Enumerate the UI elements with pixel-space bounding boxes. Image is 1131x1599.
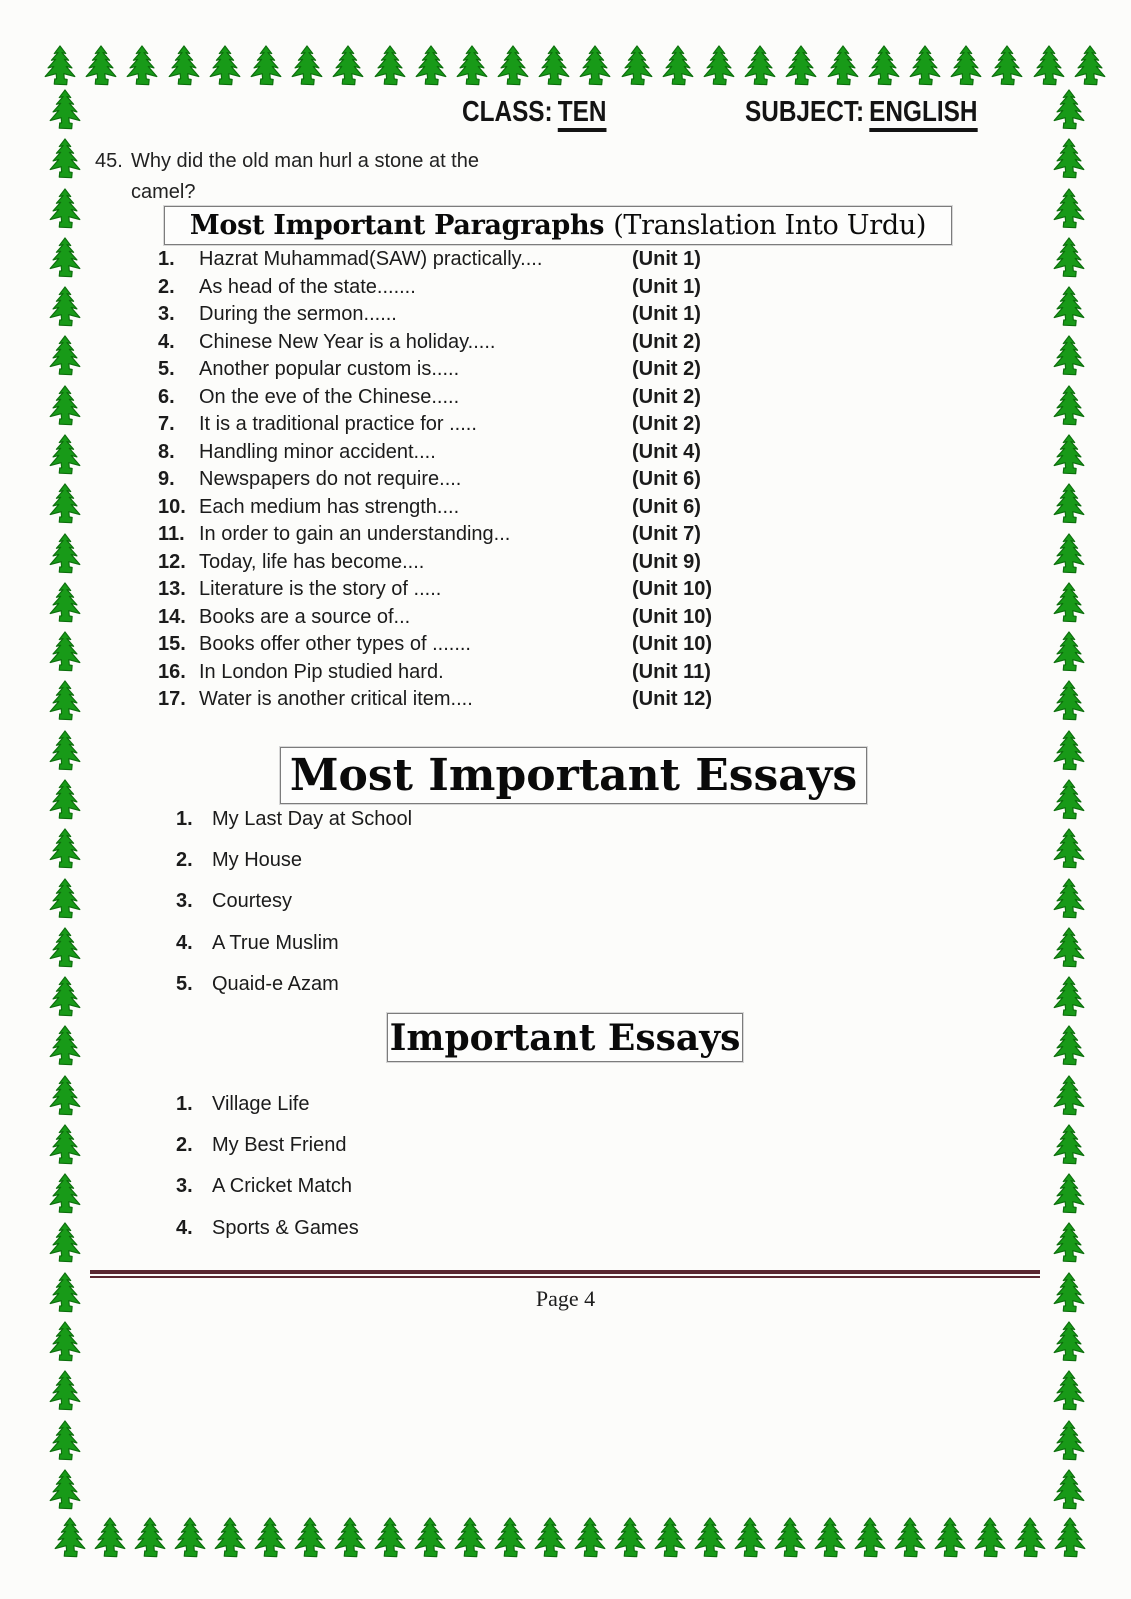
christmas-tree-icon	[1029, 44, 1069, 88]
paragraph-list-item	[158, 521, 798, 549]
most-important-essays-title	[280, 747, 867, 804]
class-value: TEN	[558, 96, 607, 132]
paragraph-list-item	[158, 604, 798, 632]
christmas-tree-icon	[1049, 532, 1089, 576]
christmas-tree-icon	[45, 384, 85, 428]
class-heading	[462, 96, 606, 129]
paragraph-item-number: 6.	[158, 385, 175, 408]
essay-item-number: 3.	[176, 890, 193, 913]
paragraph-item-number: 5.	[158, 358, 175, 380]
christmas-tree-icon	[1049, 1172, 1089, 1216]
christmas-tree-icon	[90, 1516, 130, 1560]
christmas-tree-icon	[781, 44, 821, 88]
christmas-tree-icon	[1049, 877, 1089, 921]
christmas-tree-icon	[81, 44, 121, 88]
christmas-tree-icon	[410, 1516, 450, 1560]
essay-list-item	[176, 1084, 676, 1125]
paragraph-list-item	[158, 274, 798, 302]
paragraph-list-item	[158, 384, 798, 412]
essay-item-number: 1.	[176, 808, 193, 831]
subject-label: SUBJECT:	[745, 96, 865, 128]
christmas-tree-icon	[45, 187, 85, 231]
paragraph-list-item	[158, 576, 798, 604]
important-essays-title-text: Important Essays	[389, 1016, 741, 1059]
paragraph-item-number: 13.	[158, 578, 186, 600]
paragraph-item-number: 16.	[158, 660, 186, 683]
essay-item-text: Sports & Games	[212, 1216, 359, 1239]
essay-item-text: My Last Day at School	[212, 808, 413, 831]
christmas-tree-icon	[823, 44, 863, 88]
christmas-tree-icon	[45, 1468, 85, 1512]
essay-item-number: 1.	[176, 1093, 193, 1116]
christmas-tree-icon	[1049, 1123, 1089, 1167]
paragraph-item-text: In order to gain an understanding...	[199, 523, 511, 545]
paragraphs-title-subtitle: (Translation Into Urdu)	[613, 210, 927, 241]
christmas-tree-icon	[890, 1516, 930, 1560]
christmas-tree-icon	[1049, 1468, 1089, 1512]
essay-item-number: 3.	[176, 1175, 193, 1198]
paragraphs-title-bold: Most Important Paragraphs	[189, 210, 605, 241]
christmas-tree-icon	[1049, 1419, 1089, 1463]
paragraph-item-text: During the sermon......	[199, 303, 397, 325]
essay-item-text: A Cricket Match	[212, 1175, 353, 1198]
christmas-tree-icon	[45, 88, 85, 132]
essay-item-number: 4.	[176, 1216, 193, 1239]
christmas-tree-icon	[45, 827, 85, 871]
christmas-tree-icon	[699, 44, 739, 88]
christmas-tree-icon	[1049, 482, 1089, 526]
paragraph-item-text: Books offer other types of .......	[199, 633, 471, 655]
christmas-tree-icon	[130, 1516, 170, 1560]
essay-item-text: My Best Friend	[212, 1134, 347, 1157]
christmas-tree-icon	[205, 44, 245, 88]
christmas-tree-icon	[450, 1516, 490, 1560]
paragraph-item-unit: (Unit 2)	[632, 358, 701, 380]
subject-value: ENGLISH	[869, 96, 977, 132]
page-number: Page 4	[535, 1286, 596, 1311]
christmas-tree-icon	[1070, 44, 1110, 88]
paragraph-item-text: Chinese New Year is a holiday.....	[199, 330, 496, 353]
paragraph-list-item	[158, 549, 798, 577]
christmas-tree-icon	[1049, 334, 1089, 378]
christmas-tree-icon	[617, 44, 657, 88]
christmas-tree-icon	[810, 1516, 850, 1560]
most-important-essays-title-text: Most Important Essays	[289, 750, 858, 801]
christmas-tree-icon	[1049, 1320, 1089, 1364]
paragraph-item-number: 2.	[158, 275, 175, 298]
essay-item-number: 2.	[176, 849, 193, 872]
christmas-tree-icon	[930, 1516, 970, 1560]
paragraph-item-number: 7.	[158, 413, 175, 435]
christmas-tree-icon	[946, 44, 986, 88]
christmas-tree-icon	[45, 334, 85, 378]
christmas-tree-icon	[290, 1516, 330, 1560]
paragraph-item-unit: (Unit 2)	[632, 330, 701, 353]
christmas-tree-icon	[1010, 1516, 1050, 1560]
christmas-tree-icon	[658, 44, 698, 88]
christmas-tree-icon	[45, 1123, 85, 1167]
paragraph-list-item	[158, 631, 798, 659]
christmas-tree-icon	[287, 44, 327, 88]
tree-border-top	[40, 44, 1110, 87]
christmas-tree-icon	[1049, 433, 1089, 477]
christmas-tree-icon	[530, 1516, 570, 1560]
christmas-tree-icon	[45, 285, 85, 329]
most-important-essays-list	[176, 799, 676, 1005]
paragraph-item-unit: (Unit 10)	[632, 578, 712, 600]
christmas-tree-icon	[122, 44, 162, 88]
class-label: CLASS:	[462, 96, 553, 128]
christmas-tree-icon	[570, 1516, 610, 1560]
question-text	[131, 146, 479, 208]
christmas-tree-icon	[610, 1516, 650, 1560]
christmas-tree-icon	[1049, 88, 1089, 132]
christmas-tree-icon	[1049, 679, 1089, 723]
paragraph-list-item	[158, 439, 798, 467]
paragraph-item-unit: (Unit 12)	[632, 688, 712, 710]
christmas-tree-icon	[493, 44, 533, 88]
christmas-tree-icon	[1049, 827, 1089, 871]
christmas-tree-icon	[770, 1516, 810, 1560]
christmas-tree-icon	[45, 1221, 85, 1265]
christmas-tree-icon	[650, 1516, 690, 1560]
paragraph-item-text: In London Pip studied hard.	[199, 660, 444, 683]
christmas-tree-icon	[534, 44, 574, 88]
christmas-tree-icon	[50, 1516, 90, 1560]
essay-item-text: A True Muslim	[212, 931, 339, 954]
christmas-tree-icon	[1049, 384, 1089, 428]
essay-list-item	[176, 923, 676, 964]
paragraph-item-number: 9.	[158, 468, 175, 490]
paragraph-item-text: It is a traditional practice for .....	[199, 413, 477, 435]
christmas-tree-icon	[164, 44, 204, 88]
paragraph-item-unit: (Unit 1)	[632, 275, 701, 298]
paragraph-list-item	[158, 329, 798, 357]
tree-border-bottom	[50, 1516, 1090, 1560]
christmas-tree-icon	[250, 1516, 290, 1560]
paragraph-item-unit: (Unit 10)	[632, 633, 712, 655]
christmas-tree-icon	[170, 1516, 210, 1560]
essay-list-item	[176, 881, 676, 922]
paragraph-list-item	[158, 466, 798, 494]
paragraph-item-unit: (Unit 1)	[632, 303, 701, 325]
christmas-tree-icon	[45, 1074, 85, 1118]
paragraph-item-unit: (Unit 2)	[632, 413, 701, 435]
paragraph-item-number: 10.	[158, 495, 186, 518]
paragraph-list-item	[158, 659, 798, 687]
christmas-tree-icon	[1049, 285, 1089, 329]
paragraph-item-number: 15.	[158, 633, 186, 655]
christmas-tree-icon	[45, 236, 85, 280]
christmas-tree-icon	[45, 1419, 85, 1463]
essay-item-number: 5.	[176, 972, 193, 995]
christmas-tree-icon	[1049, 1221, 1089, 1265]
paragraph-item-unit: (Unit 9)	[632, 550, 701, 573]
christmas-tree-icon	[45, 1024, 85, 1068]
christmas-tree-icon	[45, 433, 85, 477]
essay-list-item	[176, 964, 676, 1005]
christmas-tree-icon	[45, 926, 85, 970]
question-45	[95, 146, 479, 208]
christmas-tree-icon	[45, 679, 85, 723]
christmas-tree-icon	[1049, 630, 1089, 674]
paragraph-item-unit: (Unit 4)	[632, 440, 701, 463]
christmas-tree-icon	[1049, 137, 1089, 181]
paragraph-item-text: Books are a source of...	[199, 605, 411, 628]
question-line-2: camel?	[131, 181, 196, 203]
christmas-tree-icon	[45, 630, 85, 674]
paragraph-item-text: Newspapers do not require....	[199, 468, 462, 490]
paragraph-item-number: 4.	[158, 330, 175, 353]
essay-item-text: My House	[212, 849, 303, 872]
paragraph-item-unit: (Unit 6)	[632, 468, 701, 490]
paragraph-item-number: 3.	[158, 303, 175, 325]
christmas-tree-icon	[45, 975, 85, 1019]
christmas-tree-icon	[411, 44, 451, 88]
christmas-tree-icon	[850, 1516, 890, 1560]
christmas-tree-icon	[1049, 778, 1089, 822]
paragraph-item-text: Water is another critical item....	[199, 688, 473, 710]
christmas-tree-icon	[740, 44, 780, 88]
paragraph-item-text: Another popular custom is.....	[199, 358, 460, 380]
paragraph-item-number: 12.	[158, 550, 186, 573]
essay-item-text: Quaid-e Azam	[212, 972, 339, 995]
christmas-tree-icon	[1049, 1074, 1089, 1118]
christmas-tree-icon	[330, 1516, 370, 1560]
paragraph-list-item	[158, 411, 798, 439]
essay-item-text: Courtesy	[212, 890, 293, 913]
christmas-tree-icon	[1050, 1516, 1090, 1560]
christmas-tree-icon	[864, 44, 904, 88]
paragraphs-list	[158, 246, 798, 714]
paragraphs-section-title	[164, 206, 952, 245]
christmas-tree-icon	[45, 137, 85, 181]
christmas-tree-icon	[370, 44, 410, 88]
christmas-tree-icon	[328, 44, 368, 88]
christmas-tree-icon	[210, 1516, 250, 1560]
footer-rule-thin-line	[90, 1276, 1040, 1278]
essay-item-number: 2.	[176, 1134, 193, 1157]
christmas-tree-icon	[246, 44, 286, 88]
essay-list-item	[176, 1166, 676, 1207]
christmas-tree-icon	[45, 1320, 85, 1364]
paragraph-item-text: Hazrat Muhammad(SAW) practically....	[199, 248, 543, 270]
paragraph-item-number: 11.	[158, 523, 185, 545]
christmas-tree-icon	[45, 778, 85, 822]
paragraph-item-number: 14.	[158, 605, 186, 628]
christmas-tree-icon	[45, 1172, 85, 1216]
question-number: 45.	[95, 150, 123, 172]
christmas-tree-icon	[575, 44, 615, 88]
paragraph-item-unit: (Unit 2)	[632, 385, 701, 408]
christmas-tree-icon	[730, 1516, 770, 1560]
paragraph-list-item	[158, 301, 798, 329]
paragraph-item-unit: (Unit 7)	[632, 523, 701, 545]
paragraph-item-text: Handling minor accident....	[199, 440, 436, 463]
christmas-tree-icon	[970, 1516, 1010, 1560]
paragraph-list-item	[158, 246, 798, 274]
christmas-tree-icon	[490, 1516, 530, 1560]
important-essays-title	[387, 1013, 743, 1062]
essay-item-text: Village Life	[212, 1093, 310, 1116]
christmas-tree-icon	[690, 1516, 730, 1560]
paragraph-list-item	[158, 356, 798, 384]
paragraph-item-text: Literature is the story of .....	[199, 578, 442, 600]
important-essays-list	[176, 1084, 676, 1249]
paragraph-item-number: 8.	[158, 440, 175, 463]
christmas-tree-icon	[452, 44, 492, 88]
essay-list-item	[176, 1125, 676, 1166]
footer-rule-thick-line	[90, 1270, 1040, 1274]
christmas-tree-icon	[1049, 1369, 1089, 1413]
paragraph-item-text: Each medium has strength....	[199, 495, 460, 518]
paragraph-item-unit: (Unit 1)	[632, 248, 701, 270]
christmas-tree-icon	[370, 1516, 410, 1560]
christmas-tree-icon	[1049, 926, 1089, 970]
christmas-tree-icon	[45, 729, 85, 773]
christmas-tree-icon	[45, 532, 85, 576]
christmas-tree-icon	[1049, 187, 1089, 231]
paragraph-list-item	[158, 686, 798, 714]
essay-list-item	[176, 840, 676, 881]
christmas-tree-icon	[1049, 236, 1089, 280]
essay-list-item	[176, 1208, 676, 1249]
paragraph-item-unit: (Unit 6)	[632, 495, 701, 518]
christmas-tree-icon	[1049, 975, 1089, 1019]
paragraph-item-text: On the eve of the Chinese.....	[199, 385, 460, 408]
paragraph-item-number: 17.	[158, 688, 186, 710]
paragraph-item-unit: (Unit 10)	[632, 605, 712, 628]
paragraph-item-number: 1.	[158, 248, 175, 270]
paragraph-list-item	[158, 494, 798, 522]
subject-heading	[745, 96, 977, 129]
christmas-tree-icon	[40, 44, 80, 88]
christmas-tree-icon	[1049, 581, 1089, 625]
christmas-tree-icon	[987, 44, 1027, 88]
christmas-tree-icon	[1049, 729, 1089, 773]
paragraph-item-unit: (Unit 11)	[632, 660, 711, 683]
essay-list-item	[176, 799, 676, 840]
paragraph-item-text: As head of the state.......	[199, 275, 416, 298]
christmas-tree-icon	[905, 44, 945, 88]
footer-rule	[90, 1270, 1040, 1278]
christmas-tree-icon	[45, 482, 85, 526]
christmas-tree-icon	[1049, 1024, 1089, 1068]
christmas-tree-icon	[45, 581, 85, 625]
paragraph-item-text: Today, life has become....	[199, 550, 425, 573]
christmas-tree-icon	[45, 877, 85, 921]
christmas-tree-icon	[45, 1369, 85, 1413]
essay-item-number: 4.	[176, 931, 193, 954]
question-line-1: Why did the old man hurl a stone at the	[131, 150, 479, 172]
